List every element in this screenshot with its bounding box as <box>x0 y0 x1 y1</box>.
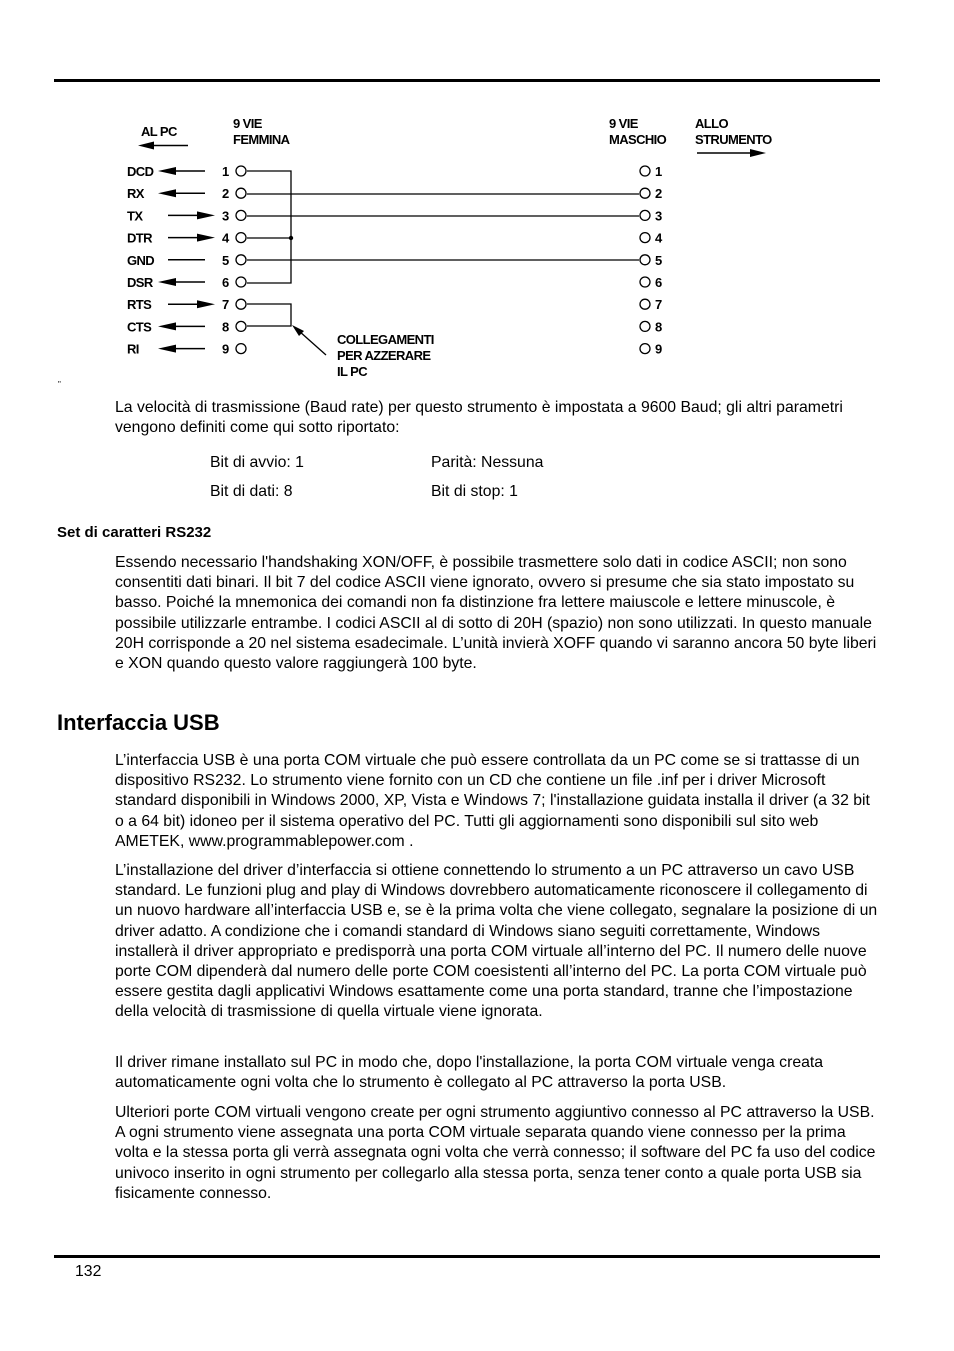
param-start-bit: Bit di avvio: 1 <box>210 454 304 471</box>
left-pin-number: 9 <box>222 341 229 357</box>
signal-arrow-head-tx <box>197 211 215 219</box>
right-pin-number: 2 <box>655 186 662 202</box>
note-line3: IL PC <box>337 364 367 379</box>
left-pin-number: 1 <box>222 164 229 179</box>
signal-arrow-head-dsr <box>158 278 176 286</box>
right-connector-line2: MASCHIO <box>609 132 667 147</box>
param-parity: Parità: Nessuna <box>431 454 544 471</box>
usb-paragraph-2: L’installazione del driver d’interfaccia si ottiene connettendo lo strumento a un PC attraverso un cavo USB standard. Le funzioni plug and play di Windows dovrebbero automaticamente riconoscere il collegamento di un nuovo hardware all’interfaccia USB e, se è la prima volta che viene collegato, segnalare la posizione di un driver adatto. A condizione che i comandi standard di Windows siano seguiti correttamente, Windows installerà il driver appropriato e predisporrà una porta COM virtuale all’interno del PC. Il numero delle nuove porte COM dipenderà dal numero delle porte COM coesistenti all’interno del PC. La porta COM virtuale può essere gestita dagli applicativi Windows esattamente come una porta standard, tranne che l’impostazione della velocità di trasmissione di quella virtuale viene ignorata. <box>115 862 878 1021</box>
left-pin-circle <box>236 233 246 243</box>
left-pin-number: 8 <box>222 319 229 335</box>
right-pin-circle <box>640 321 650 331</box>
left-pin-circle <box>236 166 246 176</box>
stray-mark: " <box>58 380 61 389</box>
right-pin-number: 8 <box>655 319 662 335</box>
left-pin-number: 3 <box>222 208 229 224</box>
usb-heading: Interfaccia USB <box>57 710 220 735</box>
wire-junction-dot <box>289 236 293 240</box>
right-pin-number: 3 <box>655 208 662 224</box>
left-pin-number: 4 <box>222 230 229 246</box>
right-pin-number: 5 <box>655 252 662 268</box>
right-pin-number: 7 <box>655 297 662 313</box>
charset-heading: Set di caratteri RS232 <box>57 524 212 541</box>
signal-arrow-head-dcd <box>158 167 176 175</box>
page-number: 132 <box>75 1263 102 1280</box>
signal-arrow-head-rx <box>158 189 176 197</box>
left-pin-number: 2 <box>222 186 229 202</box>
right-pin-circle <box>640 233 650 243</box>
signal-label-dsr: DSR <box>127 275 153 290</box>
note-line1: COLLEGAMENTI <box>337 332 434 347</box>
signal-label-cts: CTS <box>127 319 152 335</box>
wire-loopback-7-8 <box>247 304 291 326</box>
left-connector-line2: FEMMINA <box>233 132 290 147</box>
charset-text: Essendo necessario l'handshaking XON/OFF, è possibile trasmettere solo dati in codice ASCII; non sono consentiti dati binari. Il bit 7 del codice ASCII viene ignorato, ovvero si presume che sia stato impostato su basso. Poiché la mnemonica dei comandi non fa distinzione fra lettere maiuscole e lettere minuscole, è possibile utilizzarle entrambe. I codici ASCII al di sotto di 20H (spazio) non sono utilizzati. In questo manuale 20H corrisponde a 20 nel sistema esadecimale. L’unità invierà XOFF quando vi saranno ancora 50 byte liberi e XON quando questo valore raggiungerà 100 byte. <box>115 554 877 673</box>
left-pin-circle <box>236 277 246 287</box>
right-pin-circle <box>640 344 650 354</box>
signal-label-gnd: GND <box>127 252 155 268</box>
signal-label-rx: RX <box>127 186 144 202</box>
right-pin-number: 4 <box>655 230 662 246</box>
left-pin-number: 5 <box>222 252 229 268</box>
signal-label-dtr: DTR <box>127 230 152 246</box>
signal-label-tx: TX <box>127 208 143 224</box>
baud-rate-intro: La velocità di trasmissione (Baud rate) per questo strumento è impostata a 9600 Baud; gli altri parametri vengono definiti come qui sotto riportato: <box>115 399 843 437</box>
left-pin-circle <box>236 321 246 331</box>
left-pin-circle <box>236 255 246 265</box>
rs232-wiring-diagram <box>0 0 954 390</box>
signal-arrow-head-ri <box>158 345 176 353</box>
bottom-rule <box>54 1255 880 1258</box>
right-pin-circle <box>640 166 650 176</box>
signal-label-ri: RI <box>127 341 139 357</box>
left-connector-line1: 9 VIE <box>233 116 262 131</box>
right-pin-number: 9 <box>655 341 662 357</box>
signal-label-rts: RTS <box>127 297 152 313</box>
right-pin-circle <box>640 210 650 220</box>
left-pin-circle <box>236 188 246 198</box>
wires <box>247 171 639 326</box>
signal-arrow-head-cts <box>158 322 176 330</box>
param-data-bits: Bit di dati: 8 <box>210 483 293 500</box>
allo-strumento-arrow-head <box>750 149 766 157</box>
note-line2: PER AZZERARE <box>337 348 431 363</box>
right-pin-number: 6 <box>655 275 662 290</box>
right-pin-circle <box>640 299 650 309</box>
left-pin-number: 6 <box>222 275 229 290</box>
signal-label-dcd: DCD <box>127 164 154 179</box>
allo-strumento-line1: ALLO <box>695 116 728 131</box>
right-pin-circle <box>640 188 650 198</box>
signal-arrow-head-dtr <box>197 234 215 242</box>
left-pin-circle <box>236 344 246 354</box>
signal-arrow-head-rts <box>197 300 215 308</box>
left-pin-number: 7 <box>222 297 229 313</box>
left-pin-circle <box>236 299 246 309</box>
param-stop-bit: Bit di stop: 1 <box>431 483 518 500</box>
right-pin-circle <box>640 277 650 287</box>
usb-paragraph-1: L’interfaccia USB è una porta COM virtuale che può essere controllata da un PC come se si trattasse di un dispositivo RS232. Lo strumento viene fornito con un CD che contiene un file .inf per i driver Microsoft standard disponibili in Windows 2000, XP, Vista e Windows 7; l'installazione guidata installa il driver (a 32 bit o a 64 bit) idoneo per il sistema operativo del PC. Tutti gli aggiornamenti sono disponibili sul sito web AMETEK, www.programmablepower.com . <box>115 752 870 850</box>
right-connector-line1: 9 VIE <box>609 116 638 131</box>
usb-paragraph-4: Ulteriori porte COM virtuali vengono create per ogni strumento aggiuntivo connesso al PC attraverso la USB. A ogni strumento viene assegnata una porta COM virtuale separata quando viene connesso per la prima volta e la stessa porta gli verrà assegnata ogni volta che verrà connesso; il software del PC fa uso del codice univoco inserito in ogni strumento per collegarlo alla stessa porta, senza tener conto a quale porta USB sia fisicamente connesso. <box>115 1104 876 1202</box>
usb-paragraph-3: Il driver rimane installato sul PC in modo che, dopo l'installazione, la porta COM virtuale venga creata automaticamente ogni volta che lo strumento è collegato al PC attraverso la porta USB. <box>115 1054 824 1092</box>
al-pc-label: AL PC <box>141 124 177 139</box>
wire-loopback-1-4-6 <box>247 171 291 283</box>
note-pointer-line <box>299 331 326 355</box>
left-pin-circle <box>236 210 246 220</box>
allo-strumento-line2: STRUMENTO <box>695 132 772 147</box>
al-pc-arrow-head <box>138 142 154 150</box>
right-pin-number: 1 <box>655 164 662 179</box>
right-pin-circle <box>640 255 650 265</box>
